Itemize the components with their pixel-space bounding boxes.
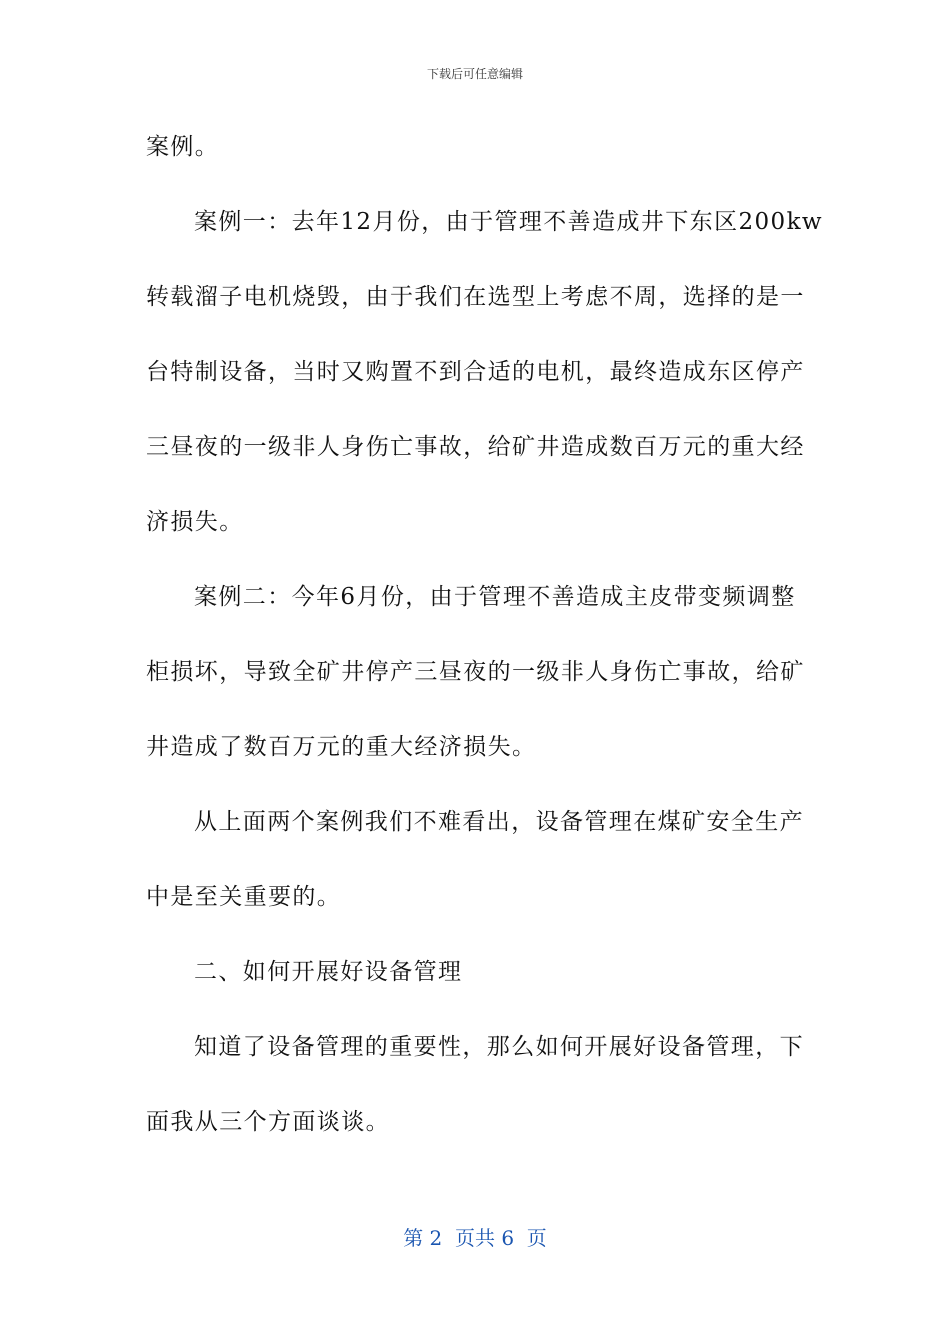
page-header: 下载后可任意编辑 [426, 67, 523, 81]
body-line: 转载溜子电机烧毁，由于我们在选型上考虑不周，选择的是一 [146, 284, 805, 310]
body-line: 面我从三个方面谈谈。 [146, 1109, 390, 1135]
body-line: 知道了设备管理的重要性，那么如何开展好设备管理，下 [194, 1034, 804, 1060]
body-line: 柜损坏，导致全矿井停产三昼夜的一级非人身伤亡事故，给矿 [146, 659, 805, 685]
body-line: 济损失。 [146, 509, 244, 535]
body-line: 案例。 [146, 134, 220, 160]
document-body [146, 126, 823, 1176]
page-number-footer: 第 2 页共 6 页 [403, 1226, 547, 1250]
body-line: 中是至关重要的。 [146, 884, 342, 910]
body-line: 从上面两个案例我们不难看出，设备管理在煤矿安全生产 [194, 809, 804, 835]
section-heading: 二、如何开展好设备管理 [194, 959, 463, 985]
body-line: 案例一：去年12月份，由于管理不善造成井下东区200kw [194, 209, 823, 235]
body-line: 三昼夜的一级非人身伤亡事故，给矿井造成数百万元的重大经 [146, 434, 805, 460]
body-line: 案例二：今年6月份，由于管理不善造成主皮带变频调整 [194, 584, 796, 610]
body-line: 台特制设备，当时又购置不到合适的电机，最终造成东区停产 [146, 359, 805, 385]
body-line: 井造成了数百万元的重大经济损失。 [146, 734, 537, 760]
